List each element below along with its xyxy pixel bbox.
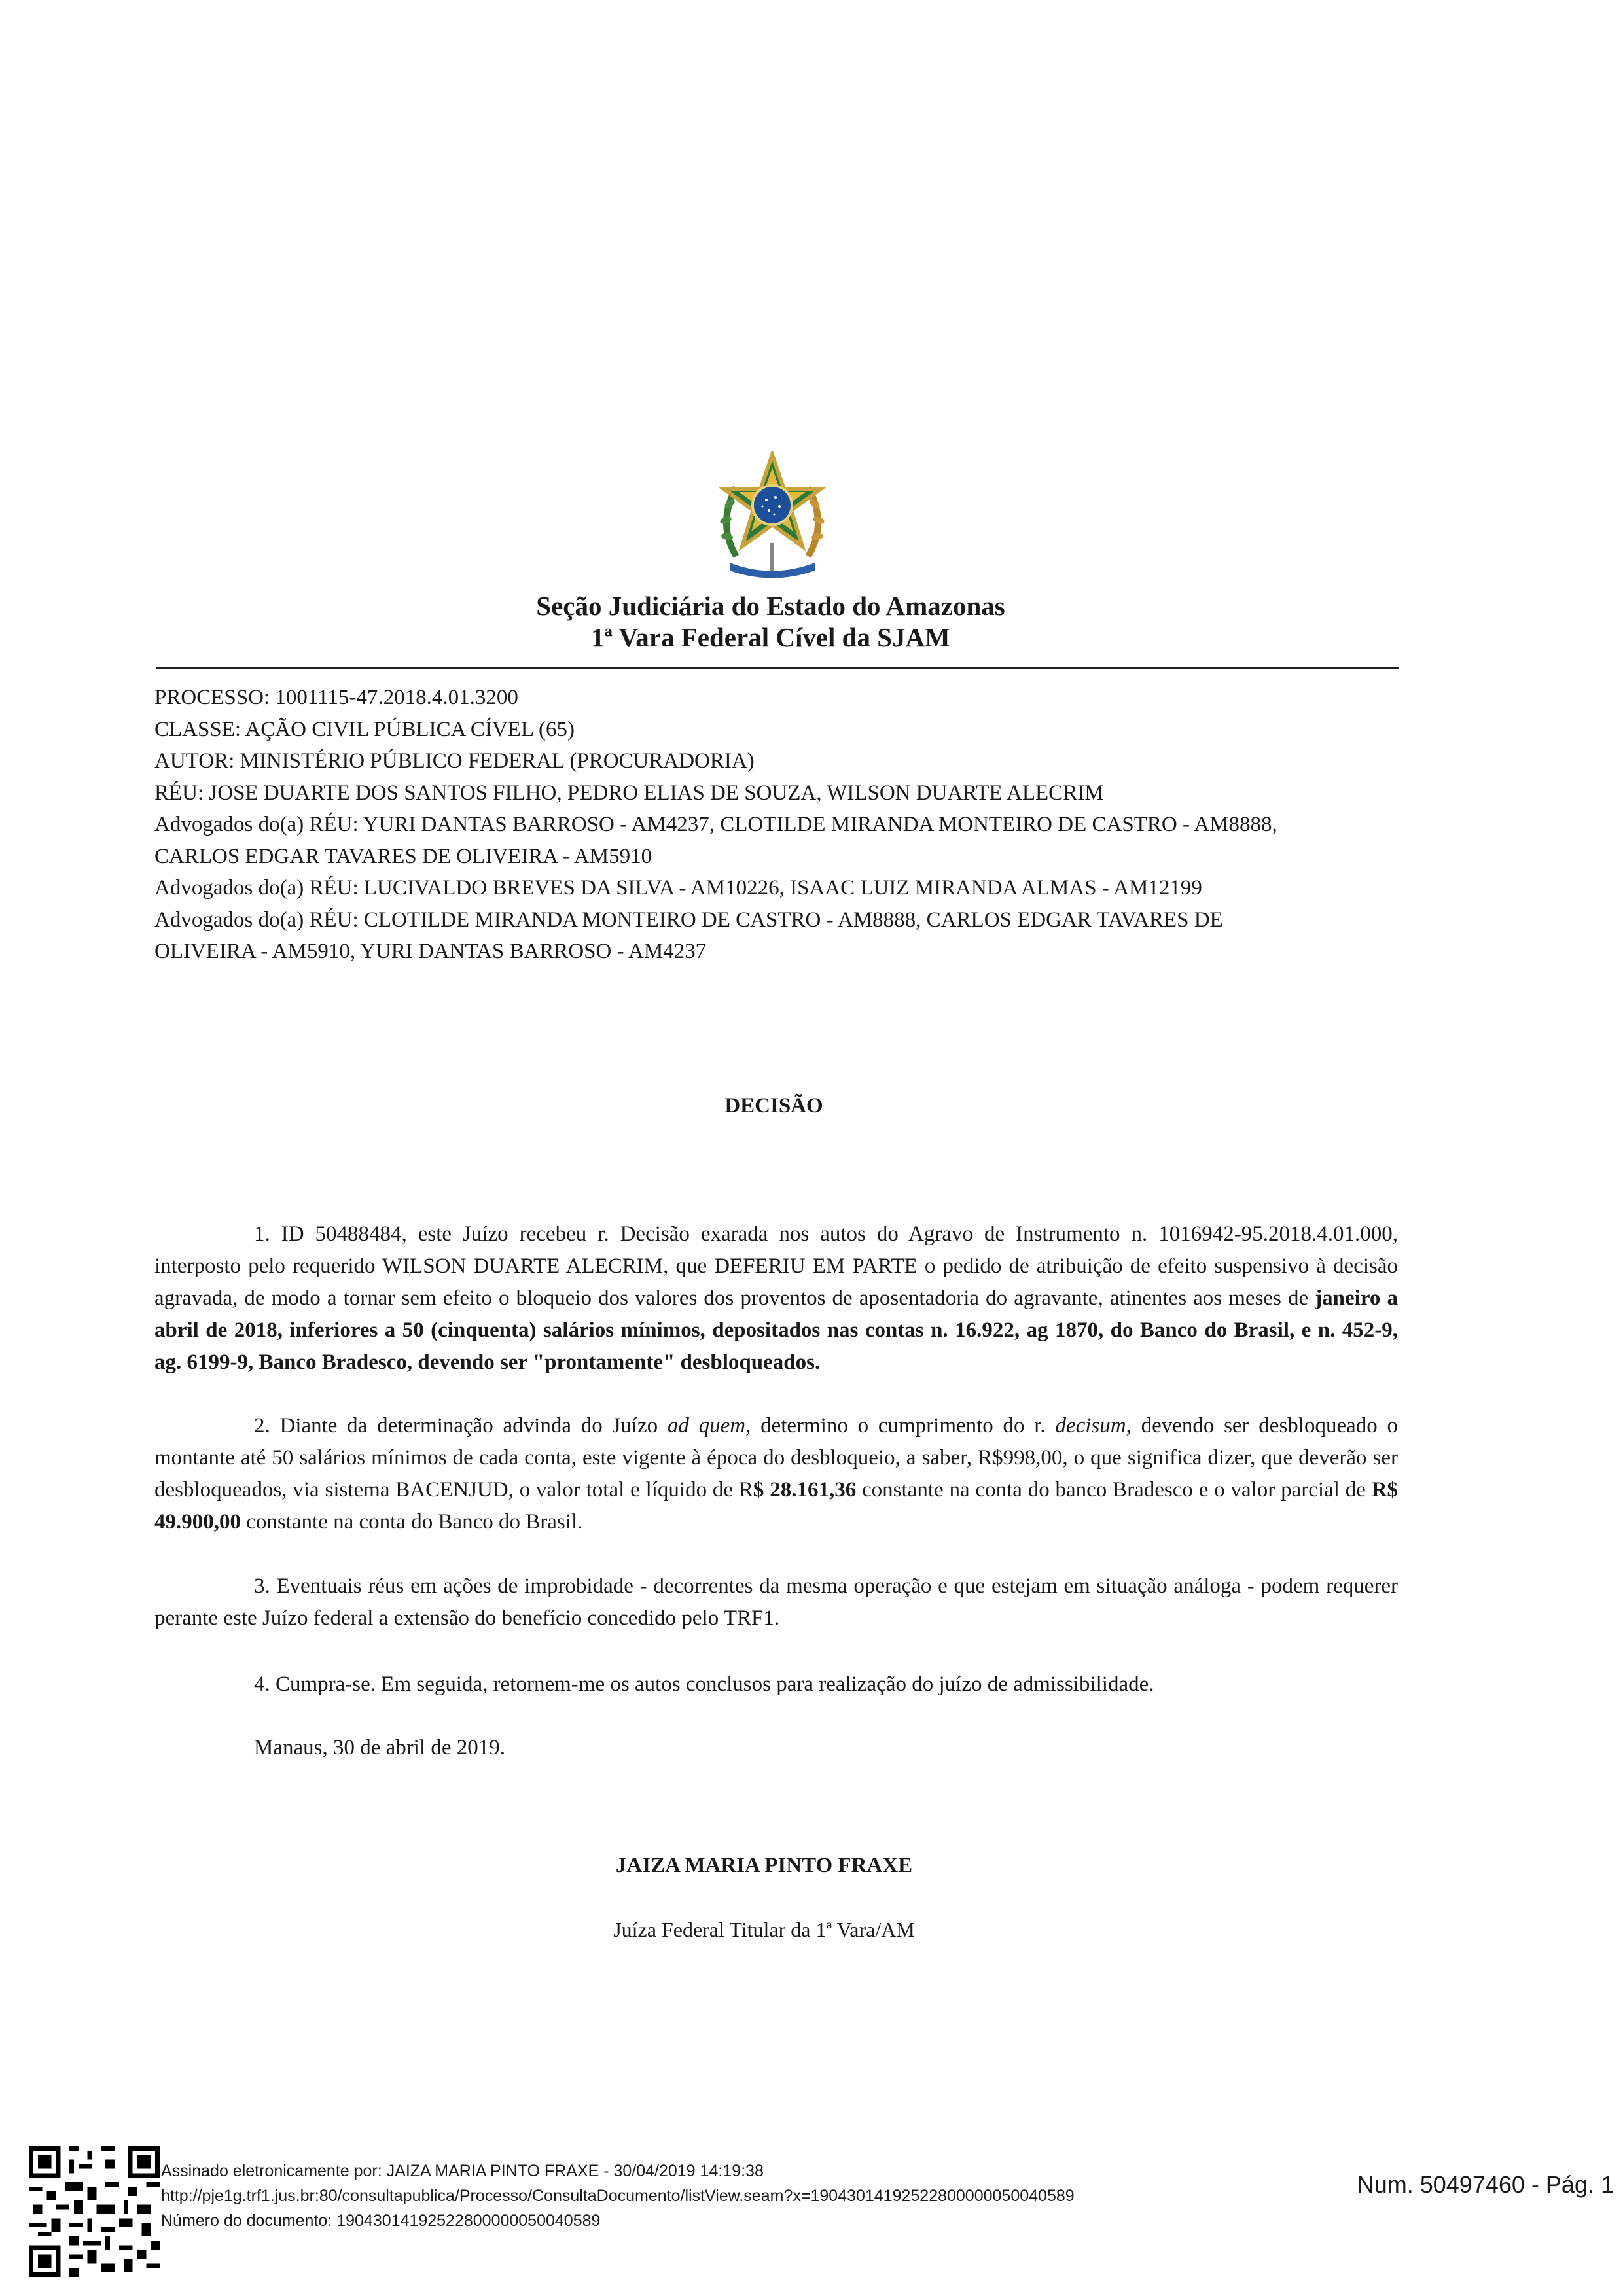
document-url[interactable]: http://pje1g.trf1.jus.br:80/consultapublica/Processo/ConsultaDocumento/listView.seam?x=19043014192522800000050040589 bbox=[161, 2187, 1075, 2205]
paragraph-text: , determino o cumprimento do r. bbox=[745, 1414, 1056, 1438]
paragraph-text: constante na conta do banco Bradesco e o valor parcial de bbox=[856, 1478, 1372, 1502]
paragraph-italic-text: decisum, bbox=[1055, 1414, 1132, 1438]
decision-title: DECISÃO bbox=[724, 1094, 823, 1118]
case-lawyers-line: Advogados do(a) RÉU: CLOTILDE MIRANDA MONTEIRO DE CASTRO - AM8888, CARLOS EDGAR TAVARES DE bbox=[154, 908, 1223, 932]
court-division: 1ª Vara Federal Cível da SJAM bbox=[591, 622, 950, 652]
case-lawyers-line: Advogados do(a) RÉU: YURI DANTAS BARROSO - AM4237, CLOTILDE MIRANDA MONTEIRO DE CASTRO - AM8888, bbox=[154, 813, 1277, 836]
page-reference: Num. 50497460 - Pág. 1 bbox=[1357, 2171, 1614, 2198]
qr-code-icon bbox=[29, 2146, 160, 2277]
case-lawyers-line: OLIVEIRA - AM5910, YURI DANTAS BARROSO - AM4237 bbox=[154, 940, 707, 963]
place-date: Manaus, 30 de abril de 2019. bbox=[254, 1736, 505, 1759]
paragraph-3: 3. Eventuais réus em ações de improbidade - decorrentes da mesma operação e que estejam em situação análoga - podem requerer perante este Juízo federal a extensão do benefício concedido pelo TRF1. bbox=[154, 1574, 1398, 1630]
case-process-line: PROCESSO: 1001115-47.2018.4.01.3200 bbox=[154, 686, 518, 709]
case-author-line: AUTOR: MINISTÉRIO PÚBLICO FEDERAL (PROCURADORIA) bbox=[154, 749, 755, 773]
case-info bbox=[154, 682, 1411, 968]
court-name: Seção Judiciária do Estado do Amazonas bbox=[536, 591, 1005, 621]
paragraph-bold-text: R$ 49.900,00 bbox=[154, 1478, 1399, 1534]
paragraph-text: 2. Diante da determinação advinda do Juízo bbox=[254, 1414, 668, 1438]
paragraph-text: constante na conta do Banco do Brasil. bbox=[241, 1510, 583, 1534]
paragraph-1 bbox=[154, 1218, 1398, 1379]
paragraph-4: 4. Cumpra-se. Em seguida, retornem-me os autos conclusos para realização do juízo de admissibilidade. bbox=[254, 1672, 1154, 1696]
case-class-line: CLASSE: AÇÃO CIVIL PÚBLICA CÍVEL (65) bbox=[154, 717, 575, 741]
signer-name: JAIZA MARIA PINTO FRAXE bbox=[615, 1854, 913, 1877]
paragraph-bold-text: janeiro a abril de 2018, inferiores a 50 (cinquenta) salários mínimos, depositados nas contas n. 16.922, ag 1870, do Banco do Brasil, e n. 452-9, ag. 6199-9, Banco Bradesco, devendo ser "prontamente" desbloqueados. bbox=[154, 1286, 1398, 1374]
paragraph-bold-text: $ 28.161,36 bbox=[753, 1478, 857, 1502]
case-lawyers-line: CARLOS EDGAR TAVARES DE OLIVEIRA - AM5910 bbox=[154, 844, 652, 868]
signer-role: Juíza Federal Titular da 1ª Vara/AM bbox=[613, 1918, 915, 1941]
paragraph-text: 1. ID 50488484, este Juízo recebeu r. Decisão exarada nos autos do Agravo de Instrumento n. 1016942-95.2018.4.01.000, interposto pelo requerido WILSON DUARTE ALECRIM, que DEFERIU EM PARTE o pedido de atribuição de efeito suspensivo à decisão agravada, de modo a tornar sem efeito o bloqueio dos valores dos proventos de aposentadoria do agravante, atinentes aos meses de bbox=[154, 1222, 1398, 1310]
paragraph-2 bbox=[154, 1410, 1398, 1538]
header-divider bbox=[156, 667, 1399, 669]
paragraph-text: devendo ser desbloqueado o montante até 50 salários mínimos de cada conta, este vigente à época do desbloqueio, a saber, R$998,00, o que significa dizer, que deverão ser desbloqueados, via sistema BACENJUD, o valor total e líquido de R bbox=[154, 1414, 1398, 1502]
paragraph-italic-text: ad quem bbox=[667, 1414, 746, 1438]
case-defendants-line: RÉU: JOSE DUARTE DOS SANTOS FILHO, PEDRO ELIAS DE SOUZA, WILSON DUARTE ALECRIM bbox=[154, 781, 1104, 805]
signature-metadata bbox=[161, 2159, 1075, 2233]
case-lawyers-line: Advogados do(a) RÉU: LUCIVALDO BREVES DA SILVA - AM10226, ISAAC LUIZ MIRANDA ALMAS - AM12199 bbox=[154, 876, 1202, 900]
brazil-coat-of-arms-icon bbox=[710, 451, 834, 582]
document-number-line: Número do documento: 19043014192522800000050040589 bbox=[161, 2212, 601, 2230]
signed-by-line: Assinado eletronicamente por: JAIZA MARIA PINTO FRAXE - 30/04/2019 14:19:38 bbox=[161, 2162, 764, 2180]
